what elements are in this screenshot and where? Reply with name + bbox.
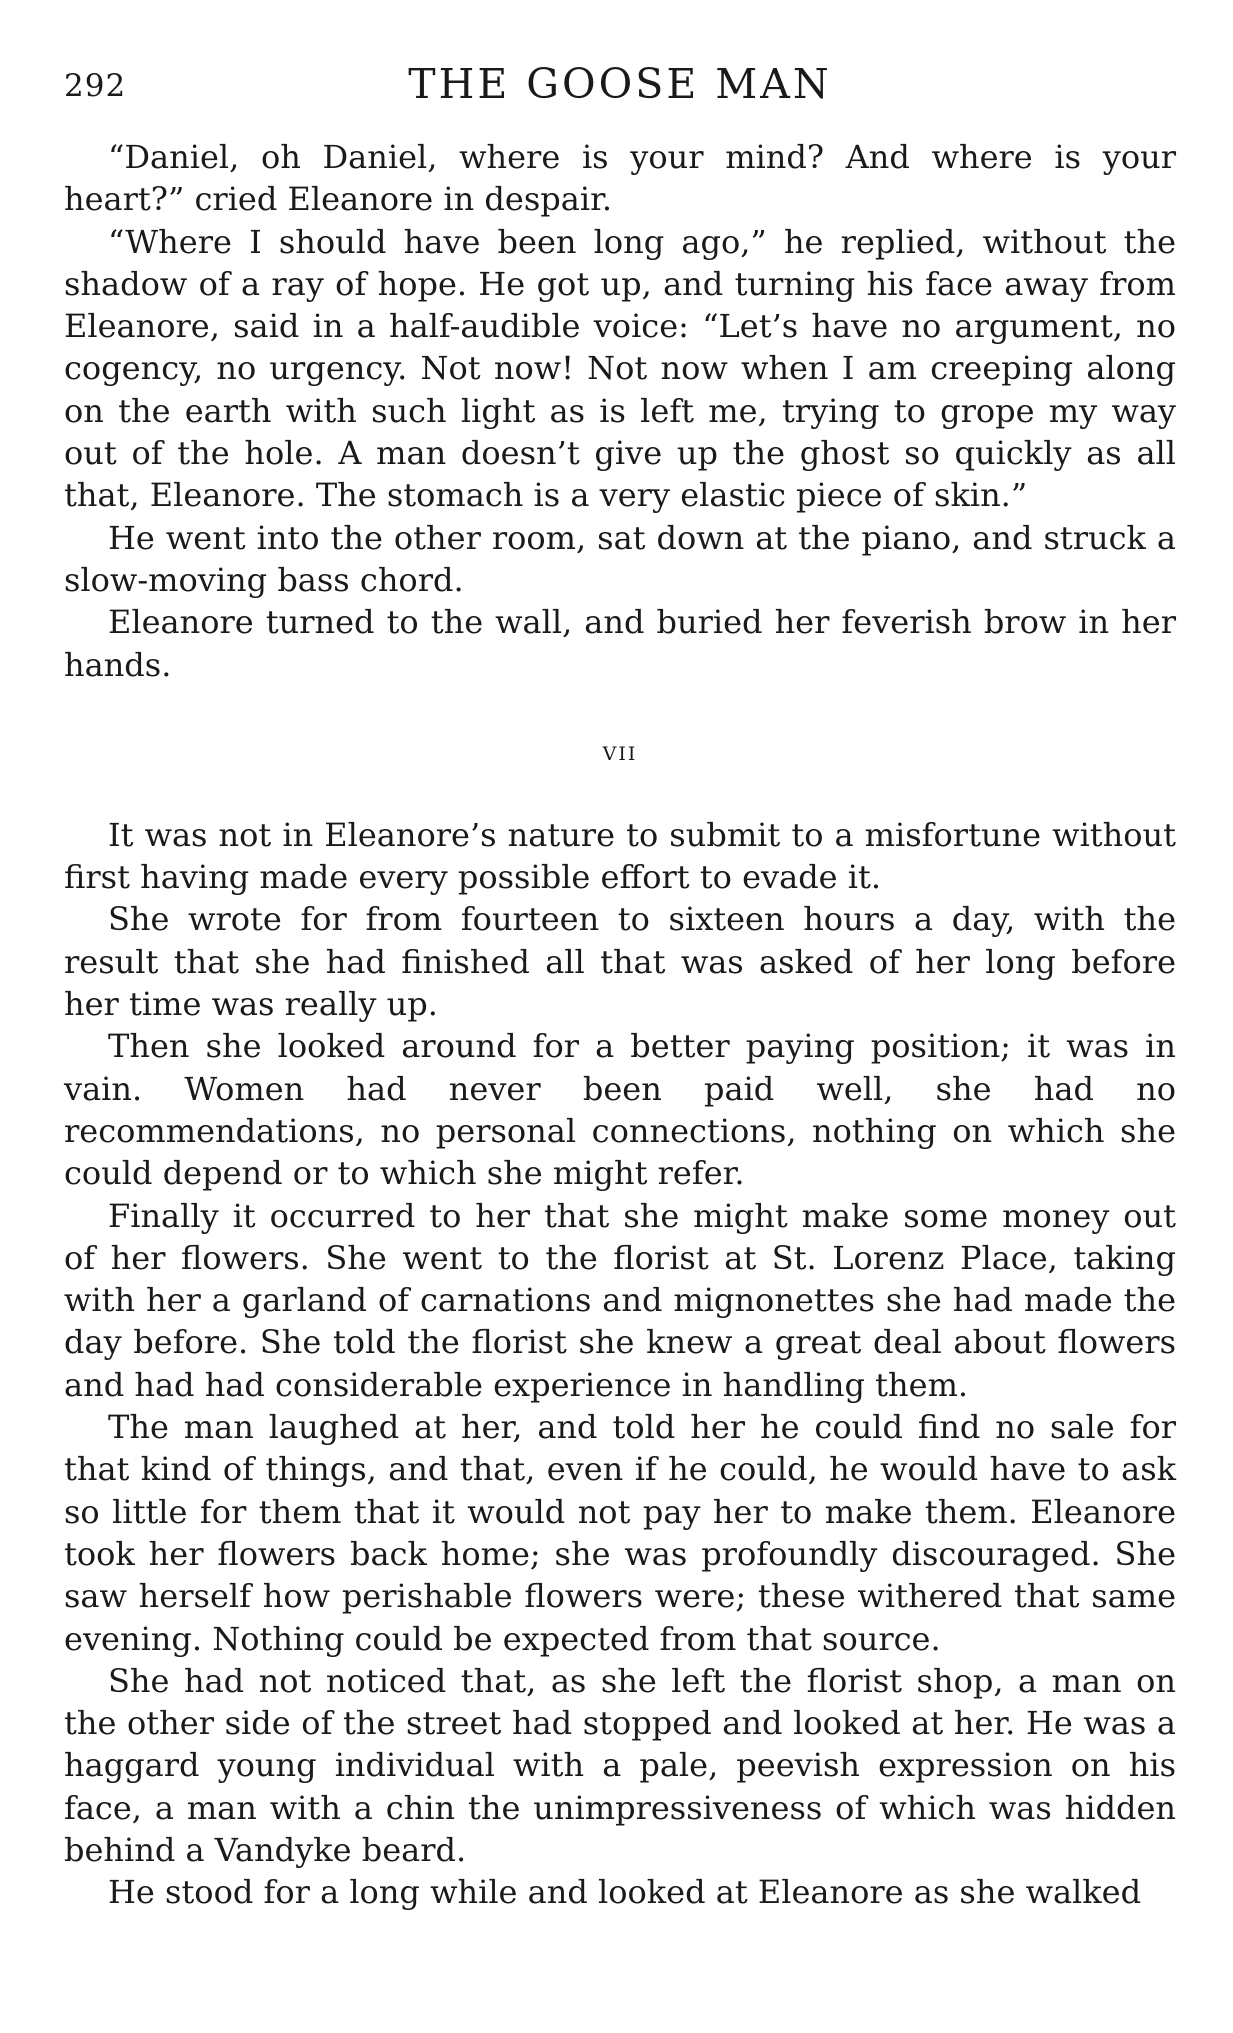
paragraph: “Daniel, oh Daniel, where is your mind? And where is your heart?” cried Eleanore in despair. [64,138,1176,219]
paragraph: It was not in Eleanore’s nature to submit to a misfortune without first having made every possible effort to evade it. [64,815,1176,897]
paragraph: “Where I should have been long ago,” he replied, without the shadow of a ray of hope. He got up, and turning his face away from Eleanore, said in a half-audible voice: “Let’s have no argument, no cogency, no urgency. Not now! Not now when I am creeping along on the earth with such light as is left me, trying to grope my way out of the hole. A man doesn’t give up the ghost so quickly as all that, Eleanore. The stomach is a very elastic piece of skin.” [64,222,1176,515]
paragraph: Eleanore turned to the wall, and buried her feverish brow in her hands. [64,603,1176,684]
paragraph: He stood for a long while and looked at Eleanore as she walked [108,1873,1142,1912]
running-title: THE GOOSE MAN [408,60,832,108]
book-page [64,54,1176,1914]
page-header [64,54,1176,114]
paragraph: Finally it occurred to her that she might make some money out of her flowers. She went to the florist at St. Lorenz Place, taking with her a garland of carnations and mignonettes she had made the day before. She told the florist she knew a great deal about flowers and had had considerable experience in handling them. [64,1196,1176,1404]
paragraph: The man laughed at her, and told her he could find no sale for that kind of things, and that, even if he could, he would have to ask so little for them that it would not pay her to make them. Eleanore took her flowers back home; she was profoundly discouraged. She saw herself how perishable flowers were; these withered that same evening. Nothing could be expected from that source. [64,1408,1176,1658]
paragraph: She wrote for from fourteen to sixteen hours a day, with the result that she had finished all that was asked of her long before her time was really up. [64,900,1176,1024]
section-number: VII [602,742,638,765]
paragraph: She had not noticed that, as she left the florist shop, a man on the other side of the street had stopped and looked at her. He was a haggard young individual with a pale, peevish expression on his face, a man with a chin the unimpressiveness of which was hidden behind a Vandyke beard. [64,1661,1176,1869]
body-text [64,136,1176,1914]
page-number: 292 [64,68,127,104]
paragraph: He went into the other room, sat down at the piano, and struck a slow-moving bass chord. [64,518,1176,599]
paragraph: Then she looked around for a better paying position; it was in vain. Women had never been paid well, she had no recommendations, no personal connections, nothing on which she could depend or to which she might refer. [64,1027,1176,1193]
